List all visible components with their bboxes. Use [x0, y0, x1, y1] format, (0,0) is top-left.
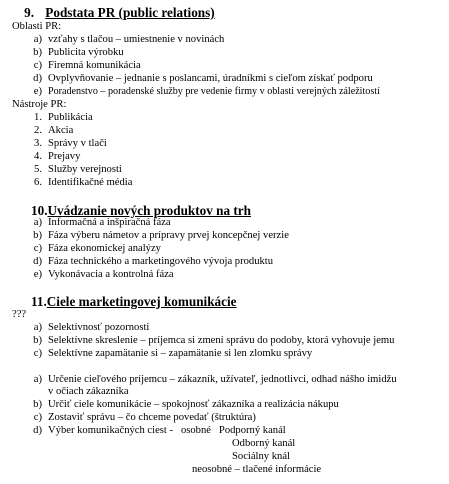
section-title: Podstata PR (public relations): [45, 5, 215, 20]
section-9-heading: [0, 5, 215, 21]
section-title: Uvádzanie nových produktov na trh: [47, 203, 251, 218]
tools-label: Nástroje PR:: [12, 99, 67, 110]
areas-label: Oblasti PR:: [12, 21, 62, 32]
channel-item: neosobné – tlačené informácie: [192, 464, 322, 475]
section-number: 11.: [31, 294, 47, 309]
question-marks: ???: [12, 309, 27, 320]
section-title: Ciele marketingovej komunikácie: [46, 294, 237, 309]
section-number: 9.: [24, 5, 34, 20]
channel-item: Sociálny knál: [232, 451, 290, 462]
section-11-heading: [31, 294, 237, 310]
channel-item: Odborný kanál: [232, 438, 296, 449]
section-number: 10.: [31, 203, 48, 218]
document-page: 9. Podstata PR (public relations) Oblasti PR: a) vzťahy s tlačou – umiestnenie v novinách b) Publicita výrobku c) Firemná komunikácia d) Ovplyvňovanie – jednanie s poslancami, úradníkmi s cieľom získať podporu e) Poradenstvo – poradenské služby pre vedenie firmy v oblasti verejných záležitostí Nástroje PR: 1. Publikácia 2. Akcia 3. Správy v tlači 4. Prejavy 5. Služby verejnosti 6. Identifikačné média 10.Uvádzanie nových produktov na trh a) Informačná a inšpiračná fáza b) Fáza výberu námetov a prípravy prvej koncepčnej verzie c) Fáza ekonomickej analýzy d) Fáza technického a marketingového vývoja produktu e) Vykonávacia a kontrolná fáza 11.Ciele marketingovej komunikácie ??? a) Selektívnosť pozornosti b) Selektívne skreslenie – príjemca si zmení správu do podoby, ktorá vyhovuje jemu c) Selektívne zapamätanie si – zapamätanie si len zlomku správy a) Určenie cieľového príjemcu – zákazník, užívateľ, jednotlivci, odhad nášho imidžu v očiach zákazníka b) Určiť ciele komunikácie – spokojnosť zákazníka a realizácia nákupu c) Zostaviť správu – čo chceme povedať (štruktúra) d) Výber komunikačných ciest - osobné Podporný kanál Odborný kanál Sociálny knál neosobné – tlačené informácie: [0, 0, 449, 484]
